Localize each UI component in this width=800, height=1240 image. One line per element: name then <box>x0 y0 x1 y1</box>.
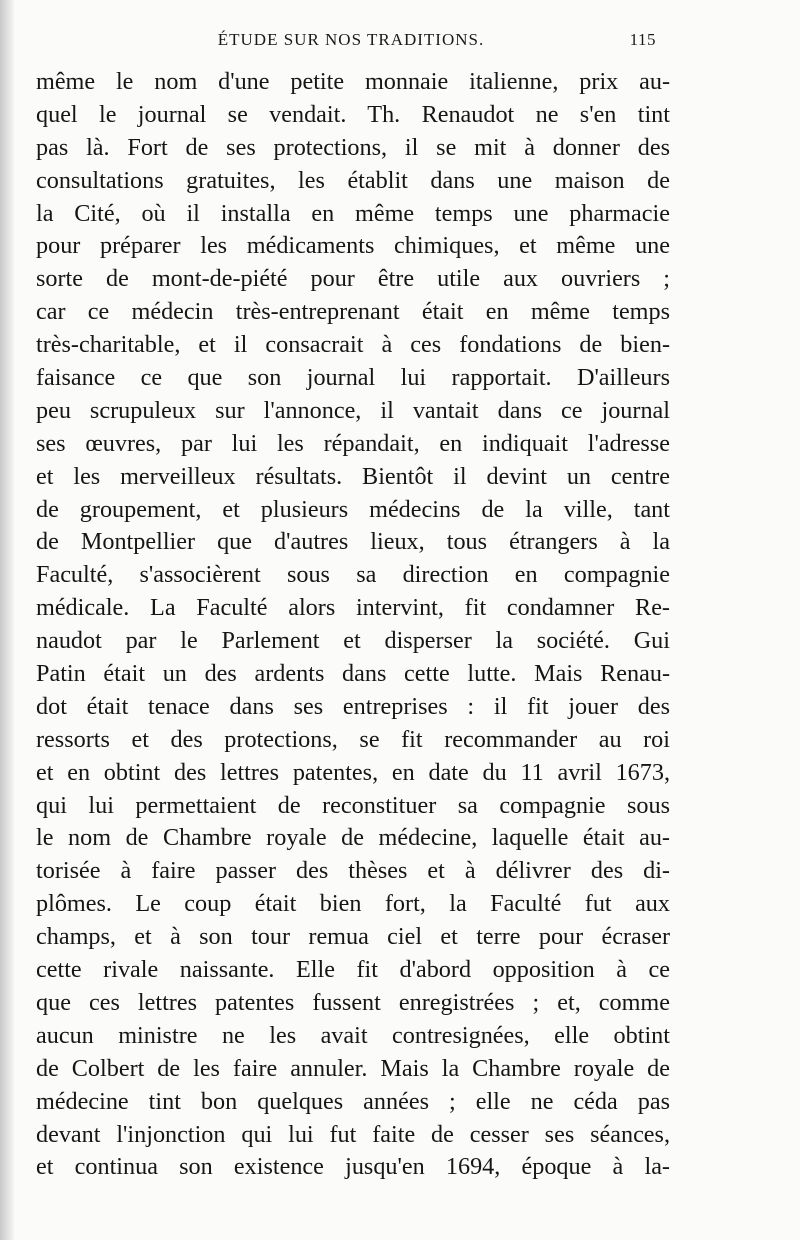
text-line: et continua son existence jusqu'en 1694, époque à la- <box>36 1153 670 1181</box>
text-line: ses œuvres, par lui les répandait, en indiquait l'adresse <box>36 429 670 457</box>
running-head <box>36 30 666 56</box>
text-line: Faculté, s'associèrent sous sa direction en compagnie <box>36 561 670 589</box>
text-line: ressorts et des protections, se fit recommander au roi <box>36 725 670 753</box>
text-line: très-charitable, et il consacrait à ces fondations de bien- <box>36 331 670 359</box>
text-line: pas là. Fort de ses protections, il se mit à donner des <box>36 133 670 161</box>
text-line: la Cité, où il installa en même temps une pharmacie <box>36 199 670 227</box>
text-line: cette rivale naissante. Elle fit d'abord opposition à ce <box>36 956 670 984</box>
text-line: de Colbert de les faire annuler. Mais la Chambre royale de <box>36 1054 670 1082</box>
text-line: et en obtint des lettres patentes, en date du 11 avril 1673, <box>36 758 670 786</box>
text-line: quel le journal se vendait. Th. Renaudot ne s'en tint <box>36 100 670 128</box>
text-line: le nom de Chambre royale de médecine, laquelle était au- <box>36 824 670 852</box>
text-line: et les merveilleux résultats. Bientôt il devint un centre <box>36 462 670 490</box>
text-line: médecine tint bon quelques années ; elle ne céda pas <box>36 1087 670 1115</box>
text-line: de groupement, et plusieurs médecins de la ville, tant <box>36 495 670 523</box>
text-line: qui lui permettaient de reconstituer sa compagnie sous <box>36 791 670 819</box>
text-line: aucun ministre ne les avait contresignées, elle obtint <box>36 1021 670 1049</box>
text-line: consultations gratuites, les établit dans une maison de <box>36 166 670 194</box>
text-line: peu scrupuleux sur l'annonce, il vantait dans ce journal <box>36 396 670 424</box>
text-line: faisance ce que son journal lui rapportait. D'ailleurs <box>36 364 670 392</box>
text-line: Patin était un des ardents dans cette lutte. Mais Renau- <box>36 660 670 688</box>
text-line: que ces lettres patentes fussent enregistrées ; et, comme <box>36 988 670 1016</box>
text-line: car ce médecin très-entreprenant était en même temps <box>36 298 670 326</box>
text-line: médicale. La Faculté alors intervint, fit condamner Re- <box>36 594 670 622</box>
text-line: torisée à faire passer des thèses et à délivrer des di- <box>36 857 670 885</box>
text-line: sorte de mont-de-piété pour être utile aux ouvriers ; <box>36 265 670 293</box>
text-line: devant l'injonction qui lui fut faite de cesser ses séances, <box>36 1120 670 1148</box>
text-line: champs, et à son tour remua ciel et terre pour écraser <box>36 923 670 951</box>
text-line: même le nom d'une petite monnaie italienne, prix au- <box>36 68 670 95</box>
text-line: naudot par le Parlement et disperser la société. Gui <box>36 627 670 655</box>
running-title: ÉTUDE SUR NOS TRADITIONS. <box>217 30 485 49</box>
text-line: dot était tenace dans ses entreprises : il fit jouer des <box>36 692 670 720</box>
text-line: de Montpellier que d'autres lieux, tous étrangers à la <box>36 528 670 556</box>
text-line: pour préparer les médicaments chimiques, et même une <box>36 232 670 260</box>
body-text <box>36 66 670 1184</box>
page-number: 115 <box>629 30 656 49</box>
text-line: plômes. Le coup était bien fort, la Faculté fut aux <box>36 890 670 918</box>
